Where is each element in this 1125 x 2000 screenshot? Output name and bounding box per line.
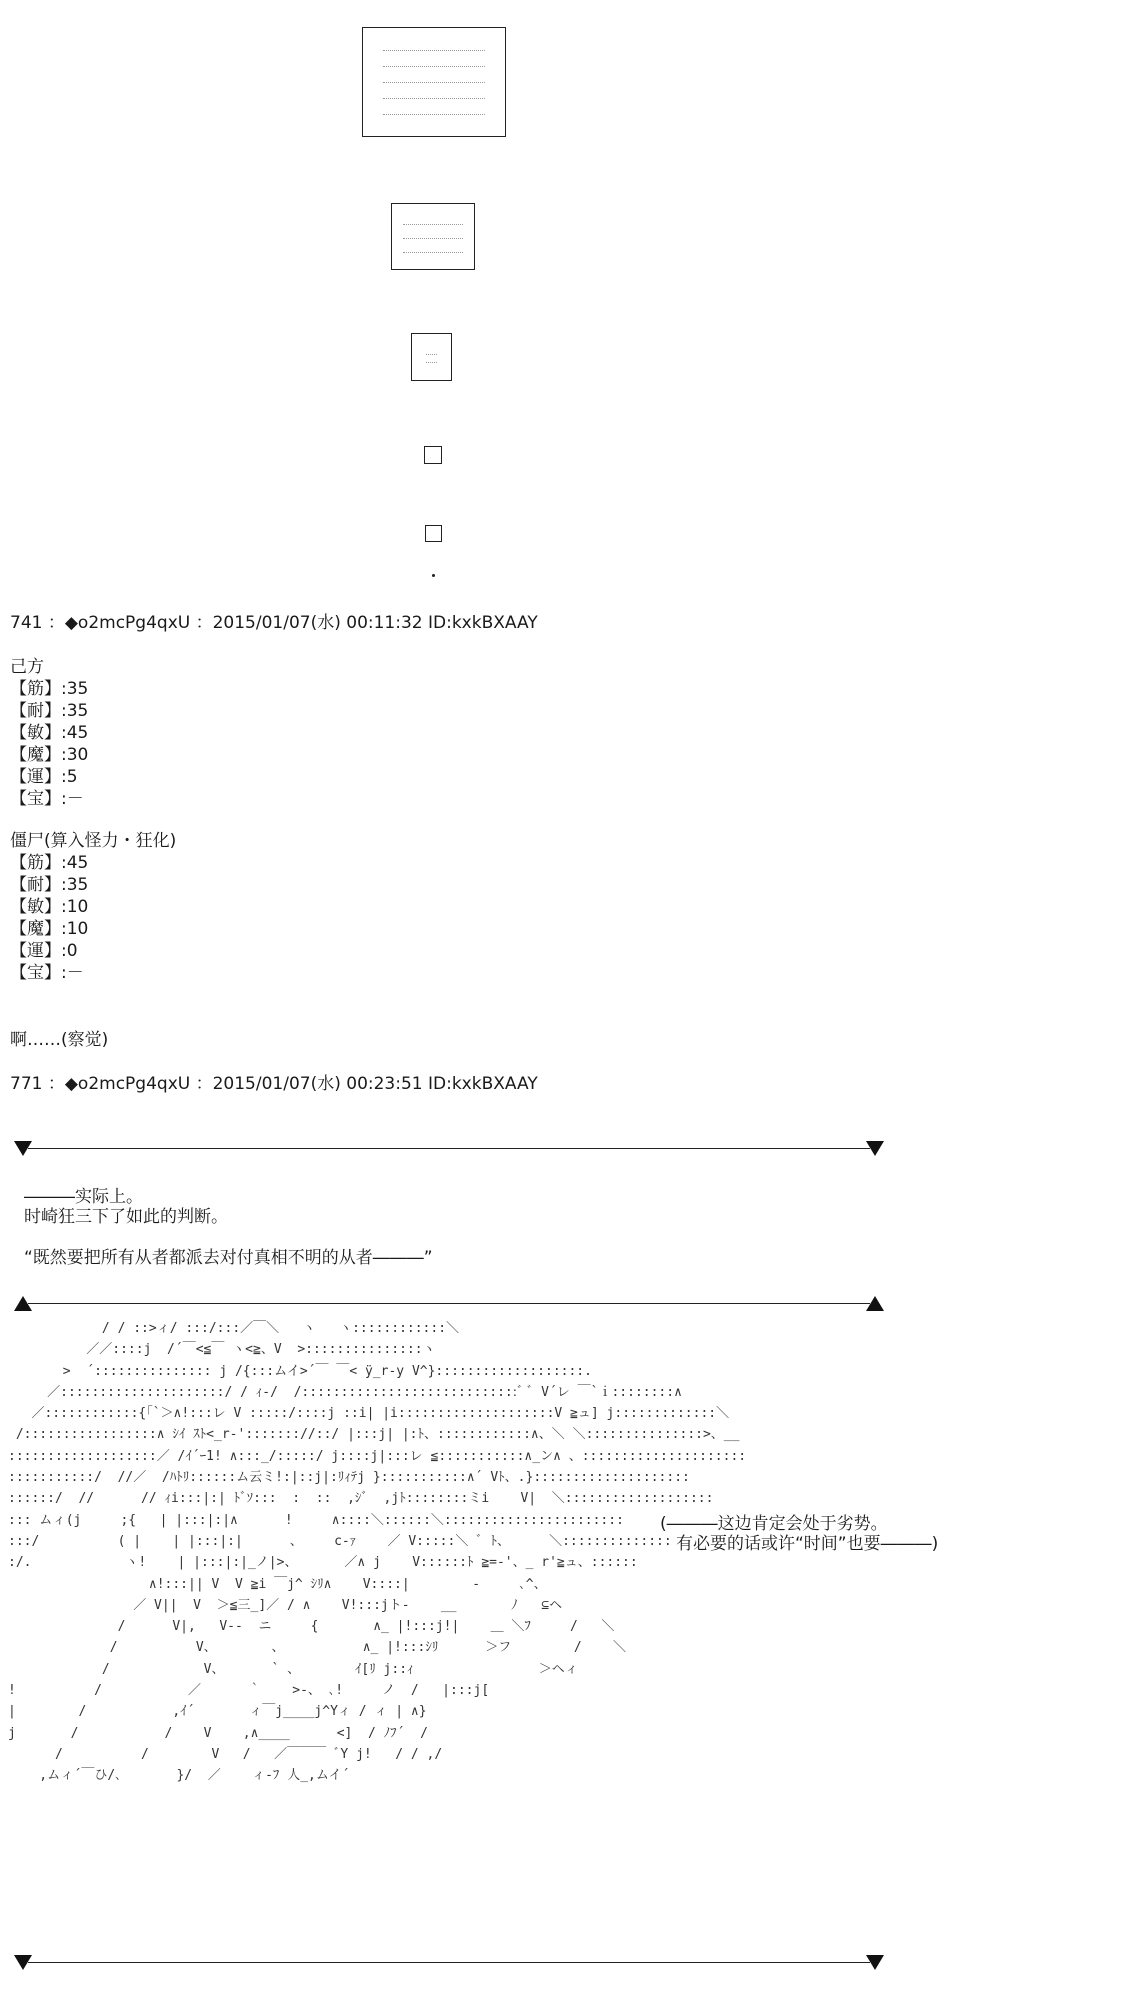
narration-line-2: 时崎狂三下了如此的判断。 — [24, 1207, 228, 1227]
stat-row: 【敏】:45 — [10, 723, 89, 743]
stat-row: 【耐】:35 — [10, 701, 89, 721]
triangle-down-icon — [866, 1141, 884, 1156]
frame-small — [411, 333, 452, 381]
stat-row: 【運】:5 — [10, 767, 78, 787]
side1-name: 己方 — [10, 657, 44, 677]
narration-line-1: ―――实际上。 — [24, 1187, 143, 1207]
triangle-up-icon — [866, 1296, 884, 1311]
stat-row: 【敏】:10 — [10, 897, 89, 917]
frame-tiny-1 — [424, 446, 442, 464]
aside-line-1: (―――这边肯定会处于劣势。 — [660, 1514, 888, 1534]
aside-line-2: 有必要的话或许“时间”也要―――) — [676, 1534, 939, 1554]
stats-side1 — [10, 656, 88, 810]
divider-final — [14, 1955, 884, 1971]
post-header-741: 741 ：◆o2mcPg4qxU ：2015/01/07(水) 00:11:32 ID:kxkBXAAY — [10, 613, 538, 633]
stats-side2 — [10, 830, 176, 984]
stat-row: 【宝】:－ — [10, 789, 84, 809]
post-header-771: 771 ：◆o2mcPg4qxU ：2015/01/07(水) 00:23:51 ID:kxkBXAAY — [10, 1074, 538, 1094]
frame-medium — [391, 203, 475, 270]
stat-row: 【筋】:35 — [10, 679, 89, 699]
stat-row: 【魔】:30 — [10, 745, 89, 765]
exclaim-text: 啊……(察觉) — [10, 1030, 109, 1050]
frame-large — [362, 27, 506, 137]
stat-row: 【運】:0 — [10, 941, 78, 961]
ascii-art: / / ::>ィ/ :::/:::／￣＼ ヽ ヽ::::::::::::＼ ／／::::j /´￣<≦￣ ヽ<≧、V >:::::::::::::::ヽ > ´::::::::::::::: j /{:::ムイ>´￣ ￣< ÿ_r‐y V^}:::::::::::::::::::. ／:::::::::::::::::::::/ / ｨ-/ /::::::::::::::::::::::::::::ﾞ ﾞ V´レ ￣`ｉ::::::::∧ ／::::::::::::{｢`＞∧!:::レ V :::::/::::j ::i| |i::::::::::::::::::::V ≧ュ] j:::::::::::::＼ /:::::::::::::::::∧ ｼｲ ｽﾄ<_r‐'::::::://::/ |:::j| |:ﾄ、::::::::::::∧、＼ ＼:::::::::::::::>、__ :::::::::::::::::::／ /ｲ´ｰ1! ∧:::_/:::::/ j::::j|:::レ ≦:::::::::::∧_ン∧ 、::::::::::::::::::::: :::::::::::/ //／ /ﾊﾄﾘ::::::ム云ミ!:|::j|:ﾘｨﾃj }:::::::::::∧´ Vﾄ、.}:::::::::::::::::::: ::::::/ // // ｨi:::|:| ﾄﾞｿ::: : :: ,ｼﾞ ,jﾄ::::::::ミi V| ＼::::::::::::::::::: ::: ムィ(j ;{ | |:::|:|∧ ! ∧::::＼::::::＼::::::::::::::::::::::: :::/ ( | | |:::|:| 、 c‐ｧ ／ V:::::＼ ﾞ ﾄ、 ＼:::::::::::::: :/. ヽ! | |:::|:|_ノ|>、 ／∧ j V::::::ﾄ ≧=‐'、_ r'≧ュ、:::::: ∧!:::|| V V ≧i ￣j^ ｼﾘ∧ V::::| ‐ ､^、 ／ V|| V ＞≦三_]／ / ∧ V!:::jト‐ __ ﾉ ⊆ヘ / V|, V‐‐ ニ { ∧_ |!:::j!| ＿ ＼ﾌ / ＼ / V、 、 ∧_ |!:::ｼﾘ ＞フ / ＼ / V、 ` 、 ｲ[ﾘ j::ｨ ＞ヘィ ! / ／ ｀ >‐、 ､! ノ / |:::j[ | / ,ｲ´ ィ￣j____j^Yィ / ィ | ∧} j / / V ,∧____ <] / ﾉﾌ´ / / / V / ／￣￣￣ ﾞY j! / / ,/ ,ムィ´￣ひ/､ }/ ／ ィ‐ﾌ 人_,ムイ´ — [8, 1321, 747, 1784]
triangle-down-icon — [866, 1955, 884, 1970]
quote-line: “既然要把所有从者都派去对付真相不明的从者―――” — [24, 1248, 433, 1268]
divider-bottom — [14, 1296, 884, 1312]
frame-tiny-2 — [425, 525, 442, 542]
stat-row: 【宝】:－ — [10, 963, 84, 983]
stat-row: 【筋】:45 — [10, 853, 89, 873]
stat-row: 【耐】:35 — [10, 875, 89, 895]
frame-dot — [432, 574, 435, 577]
stat-row: 【魔】:10 — [10, 919, 89, 939]
divider-top — [14, 1141, 884, 1157]
side2-name: 僵尸(算入怪力・狂化) — [10, 831, 177, 851]
